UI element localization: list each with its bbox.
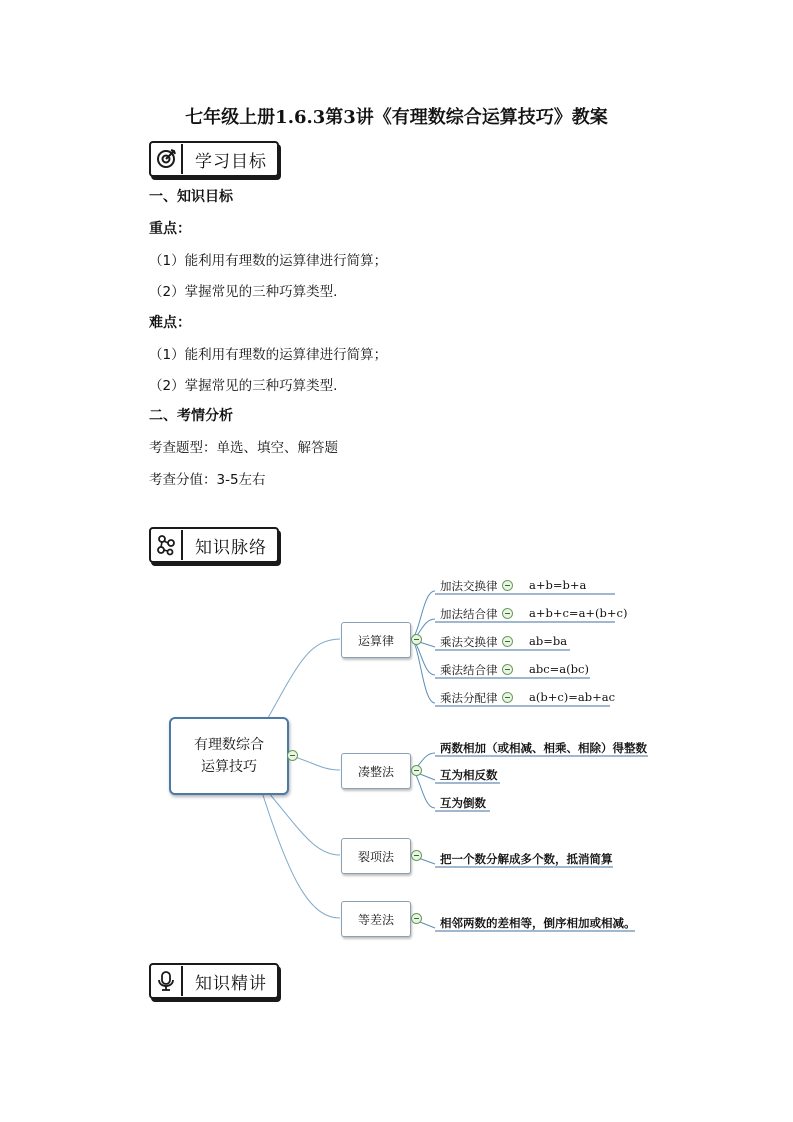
mindmap-leaf: 相邻两数的差相等，倒序相加或相减。 (440, 916, 636, 930)
collapse-icon[interactable] (411, 634, 422, 645)
mindmap-leaf: 乘法结合律 (440, 663, 498, 677)
collapse-icon[interactable] (502, 664, 513, 675)
microphone-icon (151, 966, 183, 996)
difficult-points-label: 难点： (149, 315, 191, 331)
key-points-label: 重点： (149, 221, 191, 237)
exam-types: 考查题型：单选、填空、解答题 (149, 440, 338, 456)
document-title: 七年级上册1.6.3第3讲《有理数综合运算技巧》教案 (185, 107, 608, 128)
mindmap-branch: 等差法 (341, 901, 411, 937)
exam-analysis-heading: 二、考情分析 (149, 408, 233, 424)
mindmap-formula: ab=ba (529, 634, 568, 648)
mindmap-formula: a(b+c)=ab+ac (529, 690, 616, 704)
mindmap-branch: 裂项法 (341, 838, 411, 874)
mindmap-leaf: 乘法分配律 (440, 691, 498, 705)
collapse-icon[interactable] (502, 692, 513, 703)
section-heading-lecture (149, 963, 279, 999)
collapse-icon[interactable] (411, 913, 422, 924)
mindmap-formula: a+b=b+a (529, 578, 587, 592)
mindmap-root-line: 运算技巧 (201, 759, 257, 775)
mindmap-root (169, 717, 289, 795)
mindmap-leaf: 两数相加（或相减、相乘、相除）得整数 (440, 741, 647, 755)
collapse-icon[interactable] (411, 850, 422, 861)
section-heading-goals-text: 学习目标 (195, 151, 267, 172)
difficult-point-item: （2）掌握常见的三种巧算类型. (149, 378, 338, 394)
mindmap-leaf: 互为倒数 (440, 796, 486, 810)
knowledge-goal-heading: 一、知识目标 (149, 189, 233, 205)
mindmap-leaf: 互为相反数 (440, 768, 498, 782)
section-heading-lecture-text: 知识精讲 (195, 973, 267, 994)
collapse-icon[interactable] (411, 765, 422, 776)
mindmap-branch: 凑整法 (341, 753, 411, 789)
mindmap-formula: a+b+c=a+(b+c) (529, 606, 628, 620)
mindmap-leaf: 把一个数分解成多个数，抵消简算 (440, 852, 613, 866)
collapse-icon[interactable] (502, 580, 513, 591)
difficult-point-item: （1）能利用有理数的运算律进行简算； (149, 347, 388, 363)
collapse-icon[interactable] (502, 608, 513, 619)
mindmap-leaf: 加法交换律 (440, 579, 498, 593)
mindmap-leaf: 乘法交换律 (440, 635, 498, 649)
mindmap-formula: abc=a(bc) (529, 662, 589, 676)
key-point-item: （1）能利用有理数的运算律进行简算； (149, 253, 388, 269)
key-point-item: （2）掌握常见的三种巧算类型. (149, 284, 338, 300)
collapse-icon[interactable] (502, 636, 513, 647)
mindmap-leaf: 加法结合律 (440, 607, 498, 621)
collapse-icon[interactable] (287, 750, 298, 761)
section-heading-map-text: 知识脉络 (195, 537, 267, 558)
mindmap-root-line: 有理数综合 (194, 737, 264, 753)
mindmap-branch: 运算律 (341, 622, 411, 658)
exam-score: 考查分值：3-5左右 (149, 472, 266, 488)
